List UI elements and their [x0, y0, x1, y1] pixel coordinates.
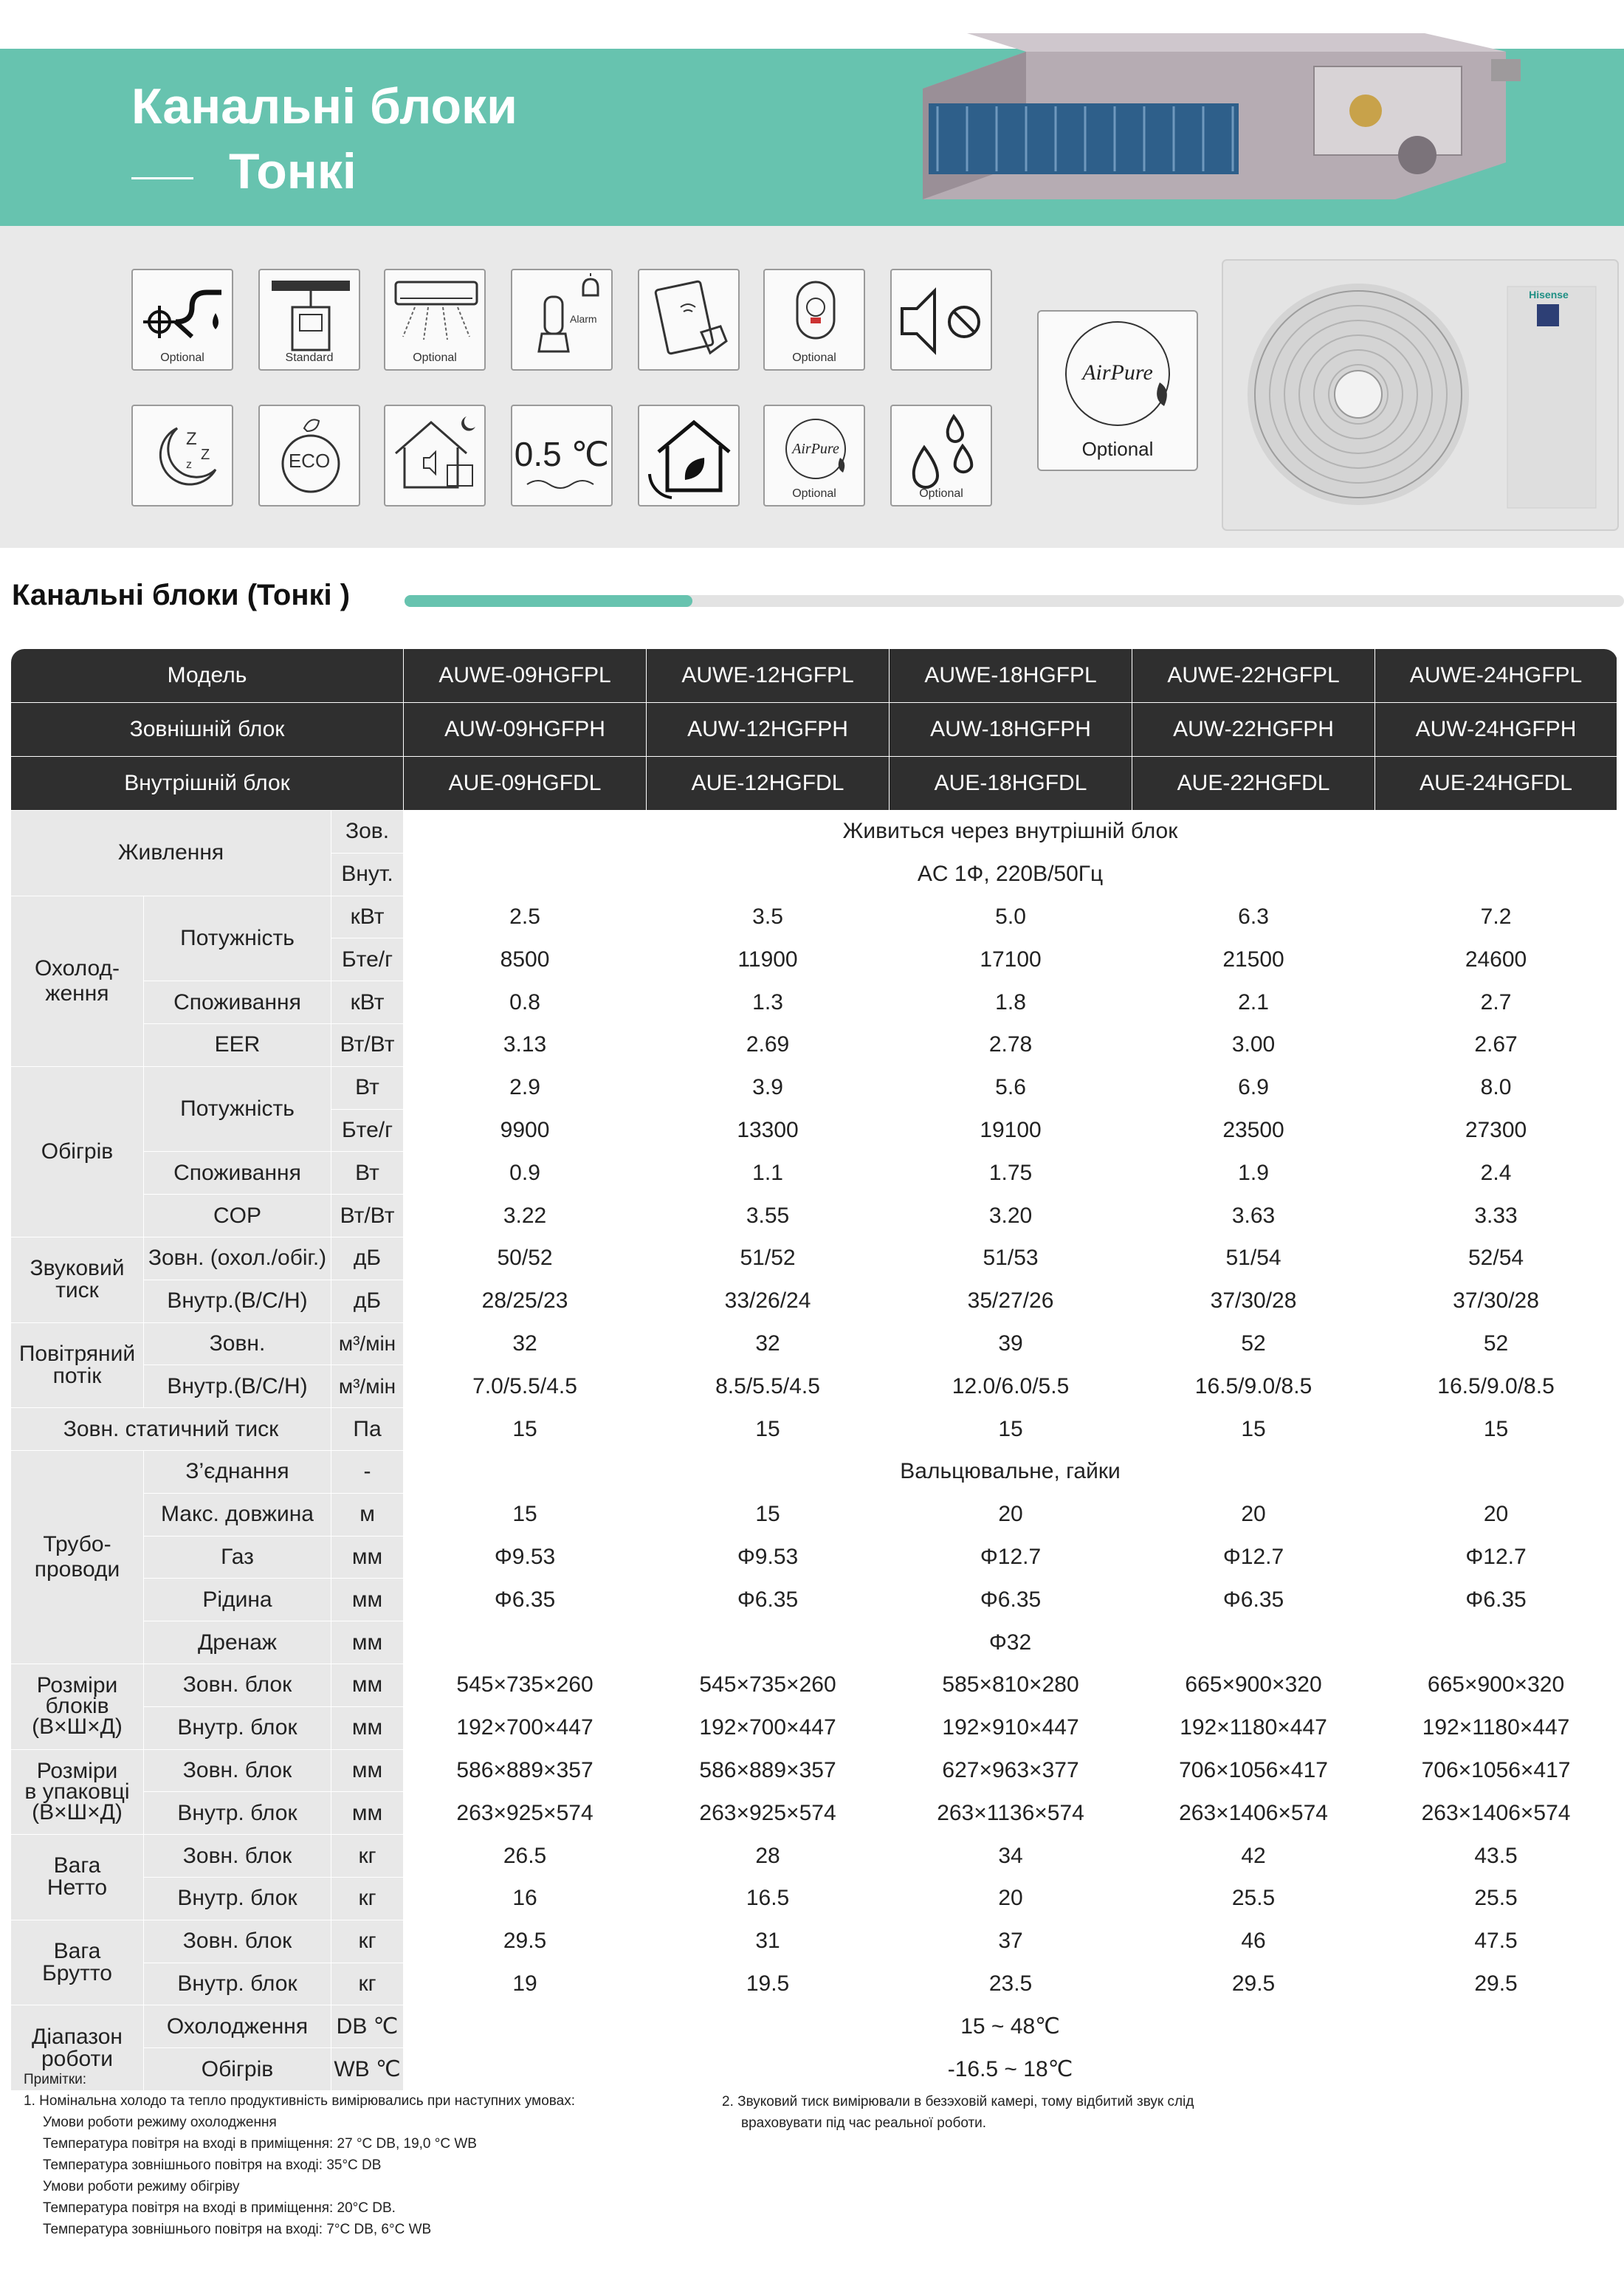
eer-label: EER [144, 1023, 331, 1066]
value-cell: 51/54 [1132, 1237, 1375, 1280]
value-cell: 1.75 [890, 1152, 1132, 1195]
value-cell: 665×900×320 [1375, 1664, 1617, 1706]
power-indoor-value: AC 1Ф, 220В/50Гц [404, 853, 1617, 896]
cooling-label: Охолод- ження [11, 896, 144, 1066]
drain-pump-icon [131, 269, 233, 371]
value-cell: 25.5 [1132, 1877, 1375, 1920]
wired-controller-icon [258, 269, 360, 371]
unit-cell: мм [331, 1536, 404, 1579]
unit-cell: Зов. [331, 811, 404, 854]
airflow-outdoor-row [11, 1322, 1617, 1365]
packing-outdoor-row [11, 1749, 1617, 1792]
notes [24, 2069, 575, 2240]
value-cell: 29.5 [1375, 1963, 1617, 2005]
cooling-eer-row [11, 1023, 1617, 1066]
value-cell: 7.2 [1375, 896, 1617, 938]
value-cell: 3.5 [647, 896, 890, 938]
airpure-logo-text: AirPure [792, 441, 839, 457]
value-cell: 263×1136×574 [890, 1792, 1132, 1835]
value-cell: 586×889×357 [404, 1749, 647, 1792]
heating-label: Обігрів [11, 1066, 144, 1237]
value-cell: 0.9 [404, 1152, 647, 1195]
value-cell: Φ12.7 [890, 1536, 1132, 1579]
section-title: Канальні блоки (Тонкі ) [12, 579, 351, 611]
noise-indoor-label: Внутр.(В/С/Н) [144, 1280, 331, 1322]
value-cell: 585×810×280 [890, 1664, 1132, 1706]
value-cell: 16.5 [647, 1877, 890, 1920]
value-cell: 33/26/24 [647, 1280, 890, 1322]
value-cell: 706×1056×417 [1132, 1749, 1375, 1792]
value-cell: 1.1 [647, 1152, 890, 1195]
unit-cell: Бте/г [331, 1109, 404, 1152]
value-cell: 6.9 [1132, 1066, 1375, 1109]
remote-controller-icon [763, 269, 865, 371]
value-cell: 3.9 [647, 1066, 890, 1109]
value-cell: 3.13 [404, 1023, 647, 1066]
value-cell: 586×889×357 [647, 1749, 890, 1792]
value-cell: Φ12.7 [1132, 1536, 1375, 1579]
value-cell: 6.3 [1132, 896, 1375, 938]
range-heating-label: Обігрів [144, 2048, 331, 2091]
icon-caption: Optional [413, 351, 457, 364]
piping-connection-row [11, 1450, 1617, 1493]
value-cell: 2.69 [647, 1023, 890, 1066]
unit-cell: Бте/г [331, 938, 404, 981]
value-cell: 192×700×447 [404, 1706, 647, 1749]
max-length-label: Макс. довжина [144, 1493, 331, 1536]
value-cell: 3.20 [890, 1195, 1132, 1237]
value-cell: Φ6.35 [890, 1579, 1132, 1621]
note-line: враховувати під час реальної роботи. [741, 2115, 987, 2131]
noise-label: Звуковий тиск [11, 1237, 144, 1322]
banner-divider [131, 177, 193, 179]
value-cell: 17100 [890, 938, 1132, 981]
value-cell: 23500 [1132, 1109, 1375, 1152]
heating-cop-row [11, 1195, 1617, 1237]
value-cell: 47.5 [1375, 1920, 1617, 1963]
value-cell: 51/52 [647, 1237, 890, 1280]
model-cell: AUWE-22HGFPL [1132, 649, 1375, 703]
unit-cell: кг [331, 1877, 404, 1920]
value-cell: 37/30/28 [1132, 1280, 1375, 1322]
connection-label: З’єднання [144, 1450, 331, 1493]
drain-label: Дренаж [144, 1621, 331, 1664]
packing-label: Розміри в упаковці (В×Ш×Д) [11, 1749, 144, 1835]
value-cell: 15 [647, 1493, 890, 1536]
icon-caption: Optional [919, 487, 963, 500]
value-cell: 43.5 [1375, 1835, 1617, 1878]
cooling-input-label: Споживання [144, 981, 331, 1024]
value-cell: 37/30/28 [1375, 1280, 1617, 1322]
svg-text:Z: Z [186, 429, 197, 449]
value-cell: 46 [1132, 1920, 1375, 1963]
unit-cell: мм [331, 1579, 404, 1621]
airflow-label: Повітряний потік [11, 1322, 144, 1408]
unit-cell: Вт/Вт [331, 1023, 404, 1066]
note-line: Умови роботи режиму обігріву [43, 2179, 240, 2194]
packing-outdoor-label: Зовн. блок [144, 1749, 331, 1792]
drain-value: Φ32 [404, 1621, 1617, 1664]
cooling-capacity-label: Потужність [144, 896, 331, 981]
duct-unit-image [915, 15, 1528, 207]
value-cell: 15 [647, 1408, 890, 1451]
value-cell: 52 [1375, 1322, 1617, 1365]
outdoor-unit-cell: AUW-12HGFPH [647, 703, 890, 757]
section-progress-fill [405, 595, 692, 607]
outdoor-unit-cell: AUW-22HGFPH [1132, 703, 1375, 757]
model-cell: AUWE-09HGFPL [404, 649, 647, 703]
value-cell: 42 [1132, 1835, 1375, 1878]
piping-length-row [11, 1493, 1617, 1536]
value-cell: 3.63 [1132, 1195, 1375, 1237]
value-cell: 20 [890, 1493, 1132, 1536]
dimensions-label: Розміри блоків (В×Ш×Д) [11, 1664, 144, 1749]
value-cell: 1.8 [890, 981, 1132, 1024]
value-cell: 16.5/9.0/8.5 [1375, 1365, 1617, 1408]
unit-cell: дБ [331, 1280, 404, 1322]
value-cell: 665×900×320 [1132, 1664, 1375, 1706]
value-cell: 2.78 [890, 1023, 1132, 1066]
gross-weight-outdoor-label: Зовн. блок [144, 1920, 331, 1963]
airpure-small-icon [763, 405, 865, 507]
cooling-input-row [11, 981, 1617, 1024]
value-cell: 39 [890, 1322, 1132, 1365]
value-cell: 3.33 [1375, 1195, 1617, 1237]
value-cell: 24600 [1375, 938, 1617, 981]
net-weight-indoor-label: Внутр. блок [144, 1877, 331, 1920]
dimensions-outdoor-label: Зовн. блок [144, 1664, 331, 1706]
value-cell: 7.0/5.5/4.5 [404, 1365, 647, 1408]
noise-outdoor-row [11, 1237, 1617, 1280]
unit-cell: WB ℃ [331, 2048, 404, 2091]
value-cell: Φ12.7 [1375, 1536, 1617, 1579]
dimensions-indoor-label: Внутр. блок [144, 1706, 331, 1749]
power-outdoor-value: Живиться через внутрішній блок [404, 811, 1617, 854]
card-control-icon [638, 269, 740, 371]
unit-cell: DB ℃ [331, 2005, 404, 2048]
indoor-unit-cell: AUE-12HGFDL [647, 757, 890, 811]
banner-title: Канальні блоки [131, 78, 517, 134]
value-cell: 52 [1132, 1322, 1375, 1365]
icon-caption: Optional [160, 351, 204, 364]
outdoor-unit-cell: AUW-18HGFPH [890, 703, 1132, 757]
value-cell: 32 [647, 1322, 890, 1365]
value-cell: 15 [1375, 1408, 1617, 1451]
power-outdoor-row [11, 811, 1617, 854]
value-cell: 0.8 [404, 981, 647, 1024]
value-cell: 192×700×447 [647, 1706, 890, 1749]
model-label: Модель [11, 649, 404, 703]
value-cell: 37 [890, 1920, 1132, 1963]
indoor-unit-label: Внутрішній блок [11, 757, 404, 811]
value-cell: 8.0 [1375, 1066, 1617, 1109]
outdoor-unit-cell: AUW-09HGFPH [404, 703, 647, 757]
icon-caption: Optional [792, 487, 836, 500]
heating-kw-row [11, 1066, 1617, 1109]
value-cell: 263×1406×574 [1132, 1792, 1375, 1835]
value-cell: 2.67 [1375, 1023, 1617, 1066]
value-cell: 32 [404, 1322, 647, 1365]
unit-cell: м³/мін [331, 1365, 404, 1408]
note-line: Температура повітря на вході в приміщення: 27 °C DB, 19,0 °C WB [43, 2136, 477, 2152]
mute-icon [890, 269, 992, 371]
indoor-unit-cell: AUE-22HGFDL [1132, 757, 1375, 811]
value-cell: 20 [1132, 1493, 1375, 1536]
gross-weight-outdoor-row [11, 1920, 1617, 1963]
value-cell: 19 [404, 1963, 647, 2005]
range-heating-value: -16.5 ~ 18℃ [404, 2048, 1617, 2091]
outdoor-brand: Hisense [1529, 289, 1569, 301]
airflow-indoor-row [11, 1365, 1617, 1408]
unit-cell: кг [331, 1920, 404, 1963]
unit-cell: мм [331, 1792, 404, 1835]
airpure-logo: AirPure [1082, 360, 1153, 385]
airpure-feature-box [1037, 310, 1198, 471]
sleep-mode-icon [131, 405, 233, 507]
value-cell: 26.5 [404, 1835, 647, 1878]
value-cell: Φ6.35 [647, 1579, 890, 1621]
value-cell: 28 [647, 1835, 890, 1878]
svg-text:Z: Z [201, 447, 210, 463]
note-line: 2. Звуковий тиск вимірювали в безэховій камері, тому відбитий звук слід [722, 2094, 1194, 2109]
value-cell: 11900 [647, 938, 890, 981]
packing-indoor-label: Внутр. блок [144, 1792, 331, 1835]
piping-drain-row [11, 1621, 1617, 1664]
value-cell: 1.3 [647, 981, 890, 1024]
value-cell: 192×1180×447 [1375, 1706, 1617, 1749]
value-cell: 34 [890, 1835, 1132, 1878]
value-cell: 8.5/5.5/4.5 [647, 1365, 890, 1408]
dimensions-indoor-row [11, 1706, 1617, 1749]
value-cell: 3.00 [1132, 1023, 1375, 1066]
icon-caption: Standard [285, 351, 334, 364]
value-cell: 29.5 [404, 1920, 647, 1963]
outdoor-unit-row [11, 703, 1617, 757]
range-cooling-value: 15 ~ 48℃ [404, 2005, 1617, 2048]
value-cell: 2.5 [404, 896, 647, 938]
value-cell: 1.9 [1132, 1152, 1375, 1195]
value-cell: 23.5 [890, 1963, 1132, 2005]
value-cell: 9900 [404, 1109, 647, 1152]
icon-caption: Alarm [570, 313, 597, 325]
indoor-unit-cell: AUE-09HGFDL [404, 757, 647, 811]
value-cell: 19.5 [647, 1963, 890, 2005]
value-cell: Φ6.35 [404, 1579, 647, 1621]
note-line: Температура зовнішнього повітря на вході: 35°C DB [43, 2157, 382, 2173]
value-cell: 545×735×260 [647, 1664, 890, 1706]
value-cell: 13300 [647, 1109, 890, 1152]
heating-input-row [11, 1152, 1617, 1195]
value-cell: 35/27/26 [890, 1280, 1132, 1322]
liquid-label: Рідина [144, 1579, 331, 1621]
connection-value: Вальцювальне, гайки [404, 1450, 1617, 1493]
value-cell: 263×925×574 [647, 1792, 890, 1835]
quiet-night-house-icon [384, 405, 486, 507]
value-cell: 27300 [1375, 1109, 1617, 1152]
unit-cell: Внут. [331, 853, 404, 896]
unit-cell: дБ [331, 1237, 404, 1280]
unit-cell: мм [331, 1749, 404, 1792]
unit-cell: Па [331, 1408, 404, 1451]
model-row [11, 649, 1617, 703]
range-label: Діапазон роботи [11, 2005, 144, 2091]
svg-text:z: z [186, 459, 192, 471]
value-cell: 627×963×377 [890, 1749, 1132, 1792]
icon-caption: ECO [288, 450, 331, 472]
unit-cell: мм [331, 1664, 404, 1706]
notes-second [722, 2091, 1194, 2134]
value-cell: 15 [890, 1408, 1132, 1451]
value-cell: 15 [404, 1493, 647, 1536]
icon-caption: 0.5 ℃ [514, 435, 610, 473]
eco-icon [258, 405, 360, 507]
model-cell: AUWE-24HGFPL [1375, 649, 1617, 703]
net-weight-outdoor-label: Зовн. блок [144, 1835, 331, 1878]
value-cell: 31 [647, 1920, 890, 1963]
noise-indoor-row [11, 1280, 1617, 1322]
value-cell: Φ9.53 [647, 1536, 890, 1579]
unit-cell: м [331, 1493, 404, 1536]
unit-cell: мм [331, 1621, 404, 1664]
dimensions-outdoor-row [11, 1664, 1617, 1706]
unit-cell: м³/мін [331, 1322, 404, 1365]
note-line: Умови роботи режиму охолодження [43, 2115, 277, 2130]
cooling-kw-row [11, 896, 1617, 938]
unit-cell: Вт/Вт [331, 1195, 404, 1237]
heating-input-label: Споживання [144, 1152, 331, 1195]
unit-cell: мм [331, 1706, 404, 1749]
value-cell: 2.1 [1132, 981, 1375, 1024]
unit-cell: кВт [331, 896, 404, 938]
airpure-caption: Optional [1081, 438, 1154, 460]
spec-table [10, 648, 1617, 2091]
value-cell: 20 [890, 1877, 1132, 1920]
indoor-unit-cell: AUE-18HGFDL [890, 757, 1132, 811]
value-cell: 19100 [890, 1109, 1132, 1152]
outdoor-unit-label: Зовнішній блок [11, 703, 404, 757]
value-cell: 706×1056×417 [1375, 1749, 1617, 1792]
value-cell: 28/25/23 [404, 1280, 647, 1322]
outdoor-unit-image [1218, 257, 1623, 533]
piping-label: Трубо- проводи [11, 1450, 144, 1664]
alarm-icon [511, 269, 613, 371]
value-cell: 263×1406×574 [1375, 1792, 1617, 1835]
unit-cell: Вт [331, 1152, 404, 1195]
range-cooling-row [11, 2005, 1617, 2048]
piping-gas-row [11, 1536, 1617, 1579]
value-cell: 192×910×447 [890, 1706, 1132, 1749]
value-cell: 2.4 [1375, 1152, 1617, 1195]
noise-outdoor-label: Зовн. (охол./обіг.) [144, 1237, 331, 1280]
power-label: Живлення [11, 811, 331, 896]
net-weight-outdoor-row [11, 1835, 1617, 1878]
heating-capacity-label: Потужність [144, 1066, 331, 1152]
gross-weight-label: Вага Брутто [11, 1920, 144, 2005]
airflow-indoor-label: Внутр.(В/С/Н) [144, 1365, 331, 1408]
humidity-drops-icon [890, 405, 992, 507]
value-cell: 52/54 [1375, 1237, 1617, 1280]
unit-cell: - [331, 1450, 404, 1493]
value-cell: Φ6.35 [1132, 1579, 1375, 1621]
gross-weight-indoor-row [11, 1963, 1617, 2005]
value-cell: 12.0/6.0/5.5 [890, 1365, 1132, 1408]
gas-label: Газ [144, 1536, 331, 1579]
louver-airflow-icon [384, 269, 486, 371]
model-cell: AUWE-18HGFPL [890, 649, 1132, 703]
value-cell: 15 [1132, 1408, 1375, 1451]
value-cell: 5.0 [890, 896, 1132, 938]
value-cell: 50/52 [404, 1237, 647, 1280]
unit-cell: кВт [331, 981, 404, 1024]
value-cell: 25.5 [1375, 1877, 1617, 1920]
model-cell: AUWE-12HGFPL [647, 649, 890, 703]
piping-liquid-row [11, 1579, 1617, 1621]
unit-cell: Вт [331, 1066, 404, 1109]
range-cooling-label: Охолодження [144, 2005, 331, 2048]
value-cell: 545×735×260 [404, 1664, 647, 1706]
value-cell: 5.6 [890, 1066, 1132, 1109]
value-cell: Φ9.53 [404, 1536, 647, 1579]
net-weight-indoor-row [11, 1877, 1617, 1920]
indoor-unit-row [11, 757, 1617, 811]
value-cell: 20 [1375, 1493, 1617, 1536]
value-cell: 51/53 [890, 1237, 1132, 1280]
esp-label: Зовн. статичний тиск [11, 1408, 331, 1451]
precise-temperature-icon [511, 405, 613, 507]
value-cell: 192×1180×447 [1132, 1706, 1375, 1749]
banner-subtitle: Тонкі [229, 143, 357, 199]
airflow-outdoor-label: Зовн. [144, 1322, 331, 1365]
value-cell: 16.5/9.0/8.5 [1132, 1365, 1375, 1408]
unit-cell: кг [331, 1835, 404, 1878]
note-line: Температура повітря на вході в приміщення: 20°C DB. [43, 2200, 396, 2216]
value-cell: 8500 [404, 938, 647, 981]
value-cell: 2.9 [404, 1066, 647, 1109]
esp-row [11, 1408, 1617, 1451]
packing-indoor-row [11, 1792, 1617, 1835]
gross-weight-indoor-label: Внутр. блок [144, 1963, 331, 2005]
value-cell: 263×925×574 [404, 1792, 647, 1835]
eco-house-icon [638, 405, 740, 507]
unit-cell: кг [331, 1963, 404, 2005]
value-cell: 3.22 [404, 1195, 647, 1237]
value-cell: 2.7 [1375, 981, 1617, 1024]
note-line: 1. Номінальна холодо та тепло продуктивність вимірювались при наступних умовах: [24, 2093, 576, 2109]
cop-label: COP [144, 1195, 331, 1237]
notes-title: Примітки: [24, 2072, 87, 2087]
icon-caption: Optional [792, 351, 836, 364]
value-cell: 3.55 [647, 1195, 890, 1237]
note-line: Температура зовнішнього повітря на вході: 7°C DB, 6°C WB [43, 2222, 432, 2237]
net-weight-label: Вага Нетто [11, 1835, 144, 1920]
outdoor-unit-cell: AUW-24HGFPH [1375, 703, 1617, 757]
value-cell: Φ6.35 [1375, 1579, 1617, 1621]
indoor-unit-cell: AUE-24HGFDL [1375, 757, 1617, 811]
value-cell: 16 [404, 1877, 647, 1920]
value-cell: 29.5 [1132, 1963, 1375, 2005]
value-cell: 21500 [1132, 938, 1375, 981]
value-cell: 15 [404, 1408, 647, 1451]
